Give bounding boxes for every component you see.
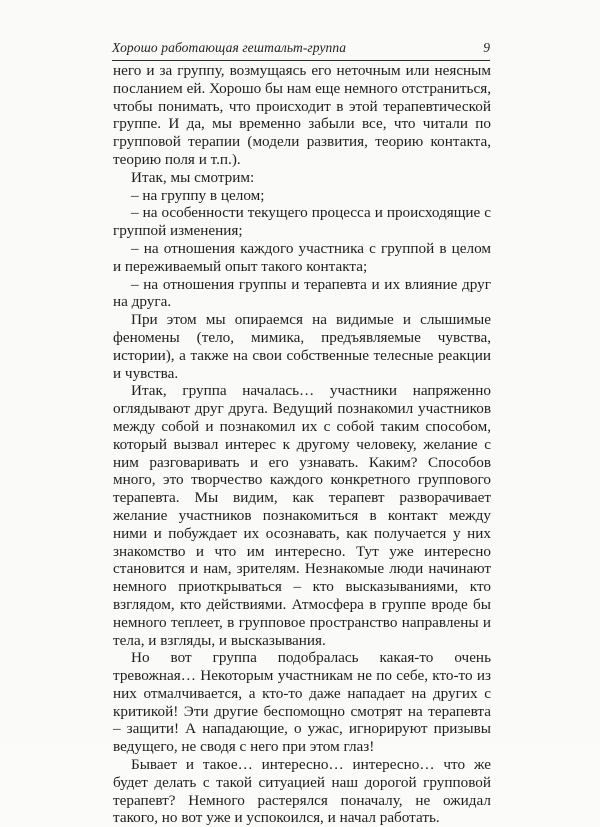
list-item: – на отношения каждого участника с группой в целом и переживаемый опыт такого контакта;	[113, 239, 491, 275]
page-number: 9	[483, 40, 490, 55]
paragraph: Итак, группа началась… участники напряженно оглядывают друг друга. Ведущий познакомил участников между собой и познакомил их с собой таким способом, который вызвал интерес к другому человеку, желание с ним разговаривать и его узнавать. Каким? Способов много, это творчество каждого конкретного группового терапевта. Мы видим, как терапевт разворачивает желание участников познакомиться в контакт между ними и побуждает их осознавать, как получается у них знакомство и что им интересно. Тут уже интересно становится и нам, зрителям. Незнакомые люди начинают немного приоткрываться – кто высказываниями, кто взглядом, кто действиями. Атмосфера в группе вроде бы немного теплеет, в групповое пространство направлены и тела, и взгляды, и высказывания.	[113, 382, 491, 649]
list-item: – на отношения группы и терапевта и их влияние друг на друга.	[113, 275, 491, 311]
running-header	[112, 38, 490, 58]
paragraph-continuation: него и за группу, возмущаясь его неточным или неясным посланием ей. Хорошо бы нам еще немного отстраниться, чтобы понимать, что происходит в этой терапевтической группе. И да, мы временно забыли все, что читали по групповой терапии (модели развития, теорию контакта, теорию поля и т.п.).	[113, 62, 491, 168]
header-rule	[112, 60, 490, 61]
list-item: – на особенности текущего процесса и происходящие с группой изменения;	[113, 204, 491, 240]
paragraph: Итак, мы смотрим:	[131, 168, 255, 186]
running-head-title: Хорошо работающая гештальт-группа	[112, 40, 347, 55]
list-item: – на группу в целом;	[131, 186, 265, 204]
paragraph: При этом мы опираемся на видимые и слышимые феномены (тело, мимика, предъявляемые чувства, истории), а также на свои собственные телесные реакции и чувства.	[113, 311, 491, 382]
paragraph: Бывает и такое… интересно… интересно… что же будет делать с такой ситуацией наш дорогой групповой терапевт? Немного растерялся поначалу, не ожидал такого, но вот уже и успокоился, и начал работать.	[113, 756, 491, 827]
paragraph: Но вот группа подобралась какая-то очень тревожная… Некоторым участникам не по себе, кто-то из них отмалчивается, а кто-то даже нападает на других с критикой! Эти другие беспомощно смотрят на терапевта – защити! А нападающие, о ужас, игнорируют призывы ведущего, не сводя с него при этом глаз!	[113, 649, 491, 756]
body-text	[113, 62, 491, 827]
